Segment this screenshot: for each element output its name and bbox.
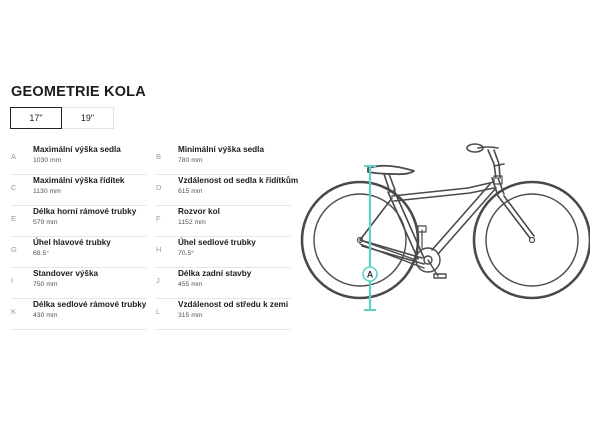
spec-value: 750 mm: [33, 281, 58, 288]
spec-letter: G: [11, 245, 17, 254]
spec-name: Délka sedlové rámové trubky: [33, 300, 147, 309]
spec-letter: L: [156, 307, 161, 316]
spec-row-d: [156, 175, 299, 206]
spec-value: 455 mm: [178, 281, 203, 288]
front-wheel-tire: [474, 182, 590, 298]
spec-value: 70.5°: [178, 250, 194, 257]
spec-name: Maximální výška sedla: [33, 145, 121, 154]
spec-name: Vzdálenost od sedla k řídítkům: [178, 176, 299, 185]
spec-name: Vzdálenost od středu k zemi: [178, 300, 289, 309]
spec-value: 615 mm: [178, 188, 203, 195]
spec-value: 1130 mm: [33, 188, 61, 195]
spec-value: 1152 mm: [178, 219, 206, 226]
spec-letter: F: [156, 214, 161, 223]
spec-name: Délka horní rámové trubky: [33, 207, 137, 216]
spec-row-l: [156, 299, 291, 330]
bike-geometry-diagram: [298, 138, 590, 320]
spec-row-c: [11, 175, 146, 206]
bike-frame: [360, 178, 534, 264]
spec-value: 579 mm: [33, 219, 58, 226]
spec-name: Úhel sedlové trubky: [178, 238, 256, 247]
spec-name: Minimální výška sedla: [178, 145, 265, 154]
spec-row-g: [11, 237, 146, 268]
size-tabs: [10, 107, 114, 129]
spec-name: Úhel hlavové trubky: [33, 238, 111, 247]
spec-name: Standover výška: [33, 269, 99, 278]
spec-row-j: [156, 268, 291, 299]
spec-row-a: [11, 144, 146, 175]
spec-row-b: [156, 144, 291, 175]
spec-letter: A: [11, 152, 17, 161]
size-tab-19[interactable]: 19": [62, 107, 114, 129]
spec-letter: J: [156, 276, 160, 285]
size-tab-17[interactable]: 17": [10, 107, 62, 129]
spec-letter: K: [11, 307, 17, 316]
measurement-marker-label: A: [366, 269, 374, 280]
seatpost-saddle: [368, 166, 414, 192]
spec-row-h: [156, 237, 291, 268]
spec-name: Rozvor kol: [178, 207, 220, 216]
spec-value: 1030 mm: [33, 157, 62, 164]
spec-letter: B: [156, 152, 162, 161]
page-title: GEOMETRIE KOLA: [11, 84, 146, 100]
spec-letter: E: [11, 214, 17, 223]
spec-letter: C: [11, 183, 17, 192]
spec-name: Délka zadní stavby: [178, 269, 252, 278]
spec-value: 430 mm: [33, 312, 58, 319]
spec-row-f: [156, 206, 291, 237]
spec-row-k: [11, 299, 146, 330]
spec-value: 315 mm: [178, 312, 203, 319]
spec-row-i: [11, 268, 146, 299]
spec-letter: I: [11, 276, 14, 285]
measurement-a: [363, 166, 377, 310]
spec-row-e: [11, 206, 146, 237]
spec-value: 68.5°: [33, 250, 49, 257]
spec-value: 780 mm: [178, 157, 203, 164]
spec-letter: H: [156, 245, 162, 254]
spec-letter: D: [156, 183, 162, 192]
front-wheel-rim: [486, 194, 578, 286]
spec-name: Maximální výška řídítek: [33, 176, 125, 185]
